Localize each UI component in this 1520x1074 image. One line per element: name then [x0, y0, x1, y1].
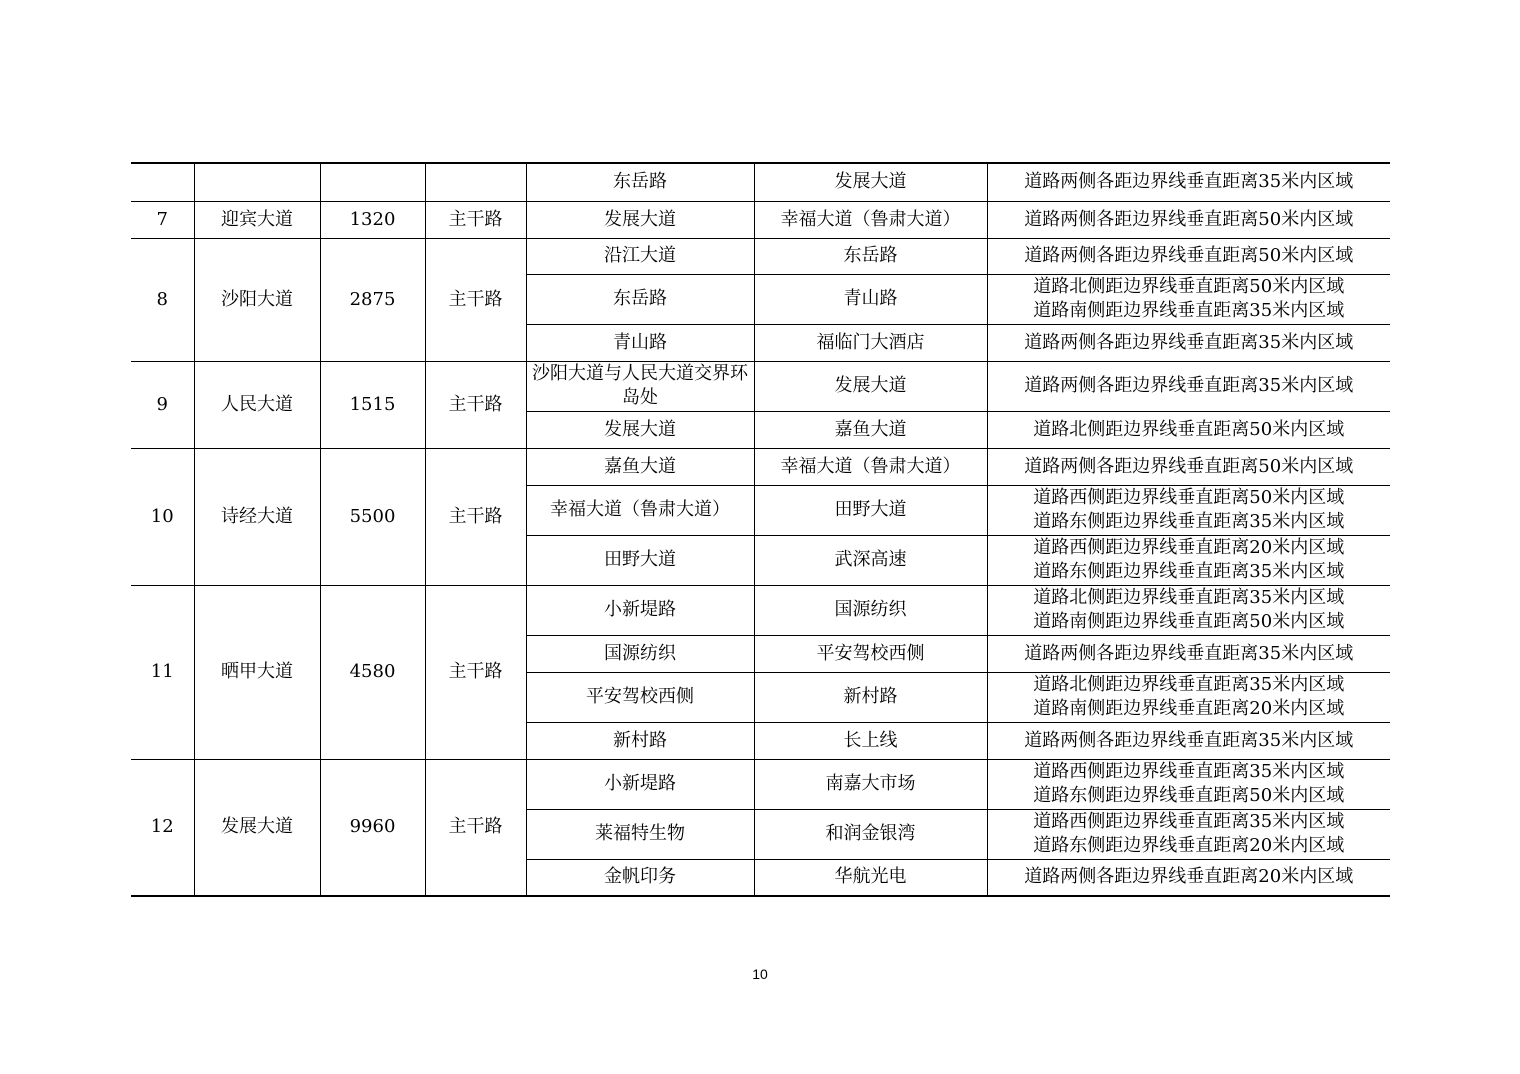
- cell-range: [987, 672, 1390, 722]
- table-row: [131, 585, 1390, 635]
- cell-range: [987, 448, 1390, 485]
- cell-no: 9: [131, 361, 194, 448]
- cell-to: 幸福大道（鲁肃大道）: [754, 448, 987, 485]
- cell-grade: 主干路: [425, 361, 526, 448]
- cell-length: 2875: [320, 238, 425, 361]
- range-line: 道路南侧距边界线垂直距离50米内区域: [1033, 611, 1345, 632]
- cell-no: 7: [131, 201, 194, 238]
- range-line: 道路北侧距边界线垂直距离50米内区域: [1033, 418, 1345, 440]
- cell-to: 福临门大酒店: [754, 324, 987, 361]
- road-table: [131, 162, 1390, 897]
- cell-range: [987, 759, 1390, 809]
- range-line: 道路南侧距边界线垂直距离35米内区域: [1033, 300, 1345, 321]
- cell-range: [987, 324, 1390, 361]
- cell-to: 平安驾校西侧: [754, 635, 987, 672]
- range-line: 道路北侧距边界线垂直距离35米内区域: [1033, 587, 1345, 608]
- cell-to: 幸福大道（鲁肃大道）: [754, 201, 987, 238]
- cell-range: [987, 585, 1390, 635]
- cell-range: [987, 635, 1390, 672]
- range-line: 道路两侧各距边界线垂直距离50米内区域: [1024, 455, 1354, 477]
- cell-grade: 主干路: [425, 585, 526, 759]
- cell-to: 东岳路: [754, 238, 987, 274]
- cell-grade: 主干路: [425, 759, 526, 896]
- cell-from: 东岳路: [526, 274, 754, 324]
- range-line: 道路西侧距边界线垂直距离20米内区域: [1033, 537, 1345, 558]
- table-row: [131, 361, 1390, 411]
- cell-to: 田野大道: [754, 485, 987, 535]
- cell-from: 平安驾校西侧: [526, 672, 754, 722]
- cell-range: [987, 361, 1390, 411]
- cell-from: 小新堤路: [526, 585, 754, 635]
- cell-road-name: 诗经大道: [194, 448, 320, 585]
- cell-grade: 主干路: [425, 448, 526, 585]
- range-line: 道路两侧各距边界线垂直距离20米内区域: [1024, 866, 1354, 888]
- range-line: 道路西侧距边界线垂直距离35米内区域: [1033, 761, 1345, 782]
- cell-grade: 主干路: [425, 238, 526, 361]
- cell-grade: [425, 163, 526, 201]
- cell-range: [987, 238, 1390, 274]
- range-line: 道路北侧距边界线垂直距离35米内区域: [1033, 674, 1345, 695]
- table-row: [131, 238, 1390, 274]
- page-number: 10: [752, 966, 768, 982]
- cell-from: 国源纺织: [526, 635, 754, 672]
- cell-from: 田野大道: [526, 535, 754, 585]
- table-row: [131, 201, 1390, 238]
- range-line: 道路西侧距边界线垂直距离35米内区域: [1033, 811, 1345, 832]
- cell-to: 武深高速: [754, 535, 987, 585]
- cell-from: 青山路: [526, 324, 754, 361]
- range-line: 道路西侧距边界线垂直距离50米内区域: [1033, 487, 1345, 508]
- cell-range: [987, 485, 1390, 535]
- range-line: 道路两侧各距边界线垂直距离35米内区域: [1024, 331, 1354, 353]
- cell-from: 小新堤路: [526, 759, 754, 809]
- cell-no: 10: [131, 448, 194, 585]
- cell-from: 莱福特生物: [526, 809, 754, 859]
- cell-road-name: 沙阳大道: [194, 238, 320, 361]
- table-row: [131, 163, 1390, 201]
- cell-no: 8: [131, 238, 194, 361]
- cell-road-name: 晒甲大道: [194, 585, 320, 759]
- cell-range: [987, 859, 1390, 896]
- range-line: 道路两侧各距边界线垂直距离50米内区域: [1024, 245, 1354, 266]
- range-line: 道路东侧距边界线垂直距离35米内区域: [1033, 511, 1345, 532]
- cell-from: 东岳路: [526, 163, 754, 201]
- cell-to: 发展大道: [754, 361, 987, 411]
- cell-range: [987, 274, 1390, 324]
- cell-length: 9960: [320, 759, 425, 896]
- cell-range: [987, 163, 1390, 201]
- cell-from: 沙阳大道与人民大道交界环岛处: [526, 361, 754, 411]
- cell-from: 金帆印务: [526, 859, 754, 896]
- range-line: 道路东侧距边界线垂直距离35米内区域: [1033, 561, 1345, 582]
- cell-length: 4580: [320, 585, 425, 759]
- cell-range: [987, 722, 1390, 759]
- cell-to: 和润金银湾: [754, 809, 987, 859]
- cell-road-name: 发展大道: [194, 759, 320, 896]
- cell-road-name: 迎宾大道: [194, 201, 320, 238]
- cell-range: [987, 411, 1390, 448]
- cell-from: 新村路: [526, 722, 754, 759]
- cell-to: 长上线: [754, 722, 987, 759]
- cell-range: [987, 535, 1390, 585]
- table-row: [131, 759, 1390, 809]
- cell-no: 11: [131, 585, 194, 759]
- range-line: 道路两侧各距边界线垂直距离35米内区域: [1024, 171, 1354, 193]
- cell-to: 南嘉大市场: [754, 759, 987, 809]
- cell-from: 发展大道: [526, 411, 754, 448]
- cell-no: [131, 163, 194, 201]
- cell-from: 发展大道: [526, 201, 754, 238]
- cell-grade: 主干路: [425, 201, 526, 238]
- cell-to: 国源纺织: [754, 585, 987, 635]
- cell-road-name: 人民大道: [194, 361, 320, 448]
- cell-to: 新村路: [754, 672, 987, 722]
- range-line: 道路两侧各距边界线垂直距离50米内区域: [1024, 208, 1354, 230]
- cell-road-name: [194, 163, 320, 201]
- range-line: 道路两侧各距边界线垂直距离35米内区域: [1024, 729, 1354, 751]
- range-line: 道路南侧距边界线垂直距离20米内区域: [1033, 698, 1345, 719]
- cell-range: [987, 201, 1390, 238]
- range-line: 道路两侧各距边界线垂直距离35米内区域: [1024, 642, 1354, 664]
- range-line: 道路两侧各距边界线垂直距离35米内区域: [1024, 375, 1354, 396]
- cell-no: 12: [131, 759, 194, 896]
- cell-to: 发展大道: [754, 163, 987, 201]
- cell-to: 华航光电: [754, 859, 987, 896]
- table-row: [131, 448, 1390, 485]
- cell-from: 嘉鱼大道: [526, 448, 754, 485]
- cell-from: 幸福大道（鲁肃大道）: [526, 485, 754, 535]
- cell-to: 嘉鱼大道: [754, 411, 987, 448]
- cell-to: 青山路: [754, 274, 987, 324]
- cell-length: [320, 163, 425, 201]
- cell-length: 1515: [320, 361, 425, 448]
- range-line: 道路东侧距边界线垂直距离20米内区域: [1033, 835, 1345, 856]
- range-line: 道路东侧距边界线垂直距离50米内区域: [1033, 785, 1345, 806]
- cell-length: 5500: [320, 448, 425, 585]
- cell-range: [987, 809, 1390, 859]
- cell-from: 沿江大道: [526, 238, 754, 274]
- range-line: 道路北侧距边界线垂直距离50米内区域: [1033, 276, 1345, 297]
- cell-length: 1320: [320, 201, 425, 238]
